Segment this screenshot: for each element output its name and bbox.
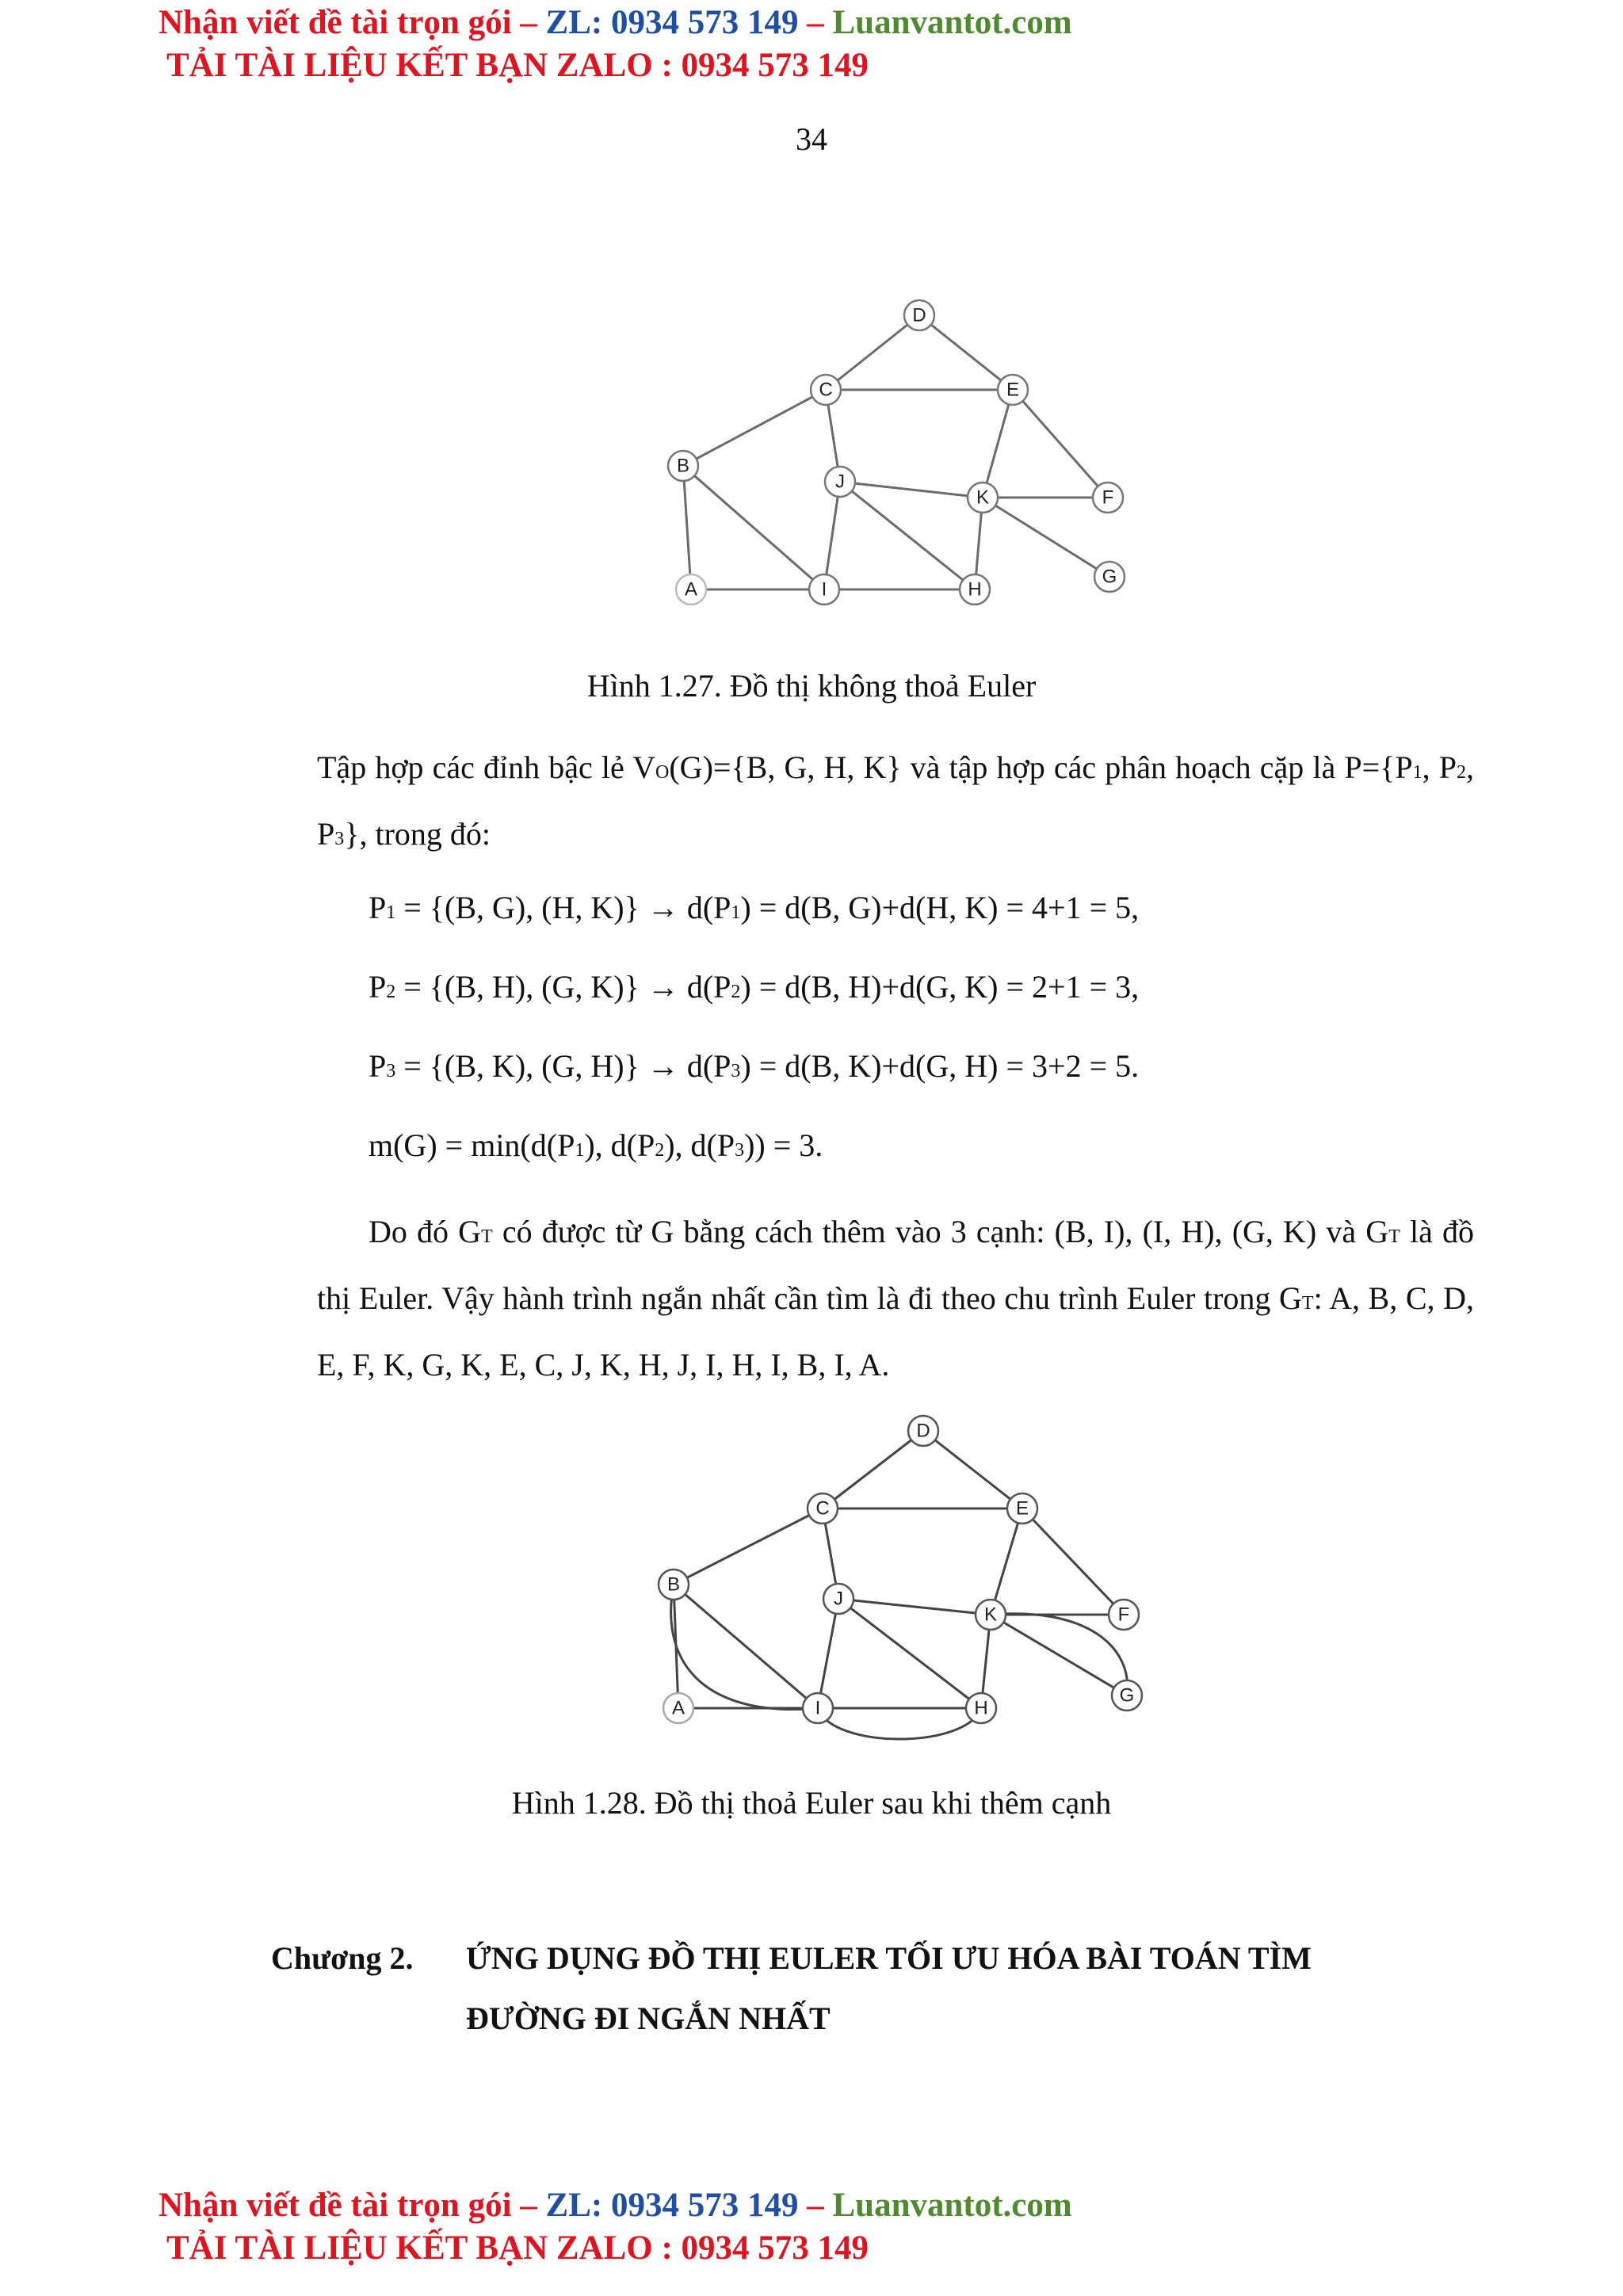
banner-service-text: Nhận viết đề tài trọn gói	[158, 4, 512, 41]
banner-zalo-number: ZL: 0934 573 149	[545, 2187, 799, 2224]
banner-service-text: Nhận viết đề tài trọn gói	[158, 2187, 512, 2224]
node-label: G	[1119, 1684, 1135, 1707]
figure-1-27-caption: Hình 1.27. Đồ thị không thoả Euler	[586, 668, 1037, 704]
node-label: A	[684, 578, 698, 601]
page-number: 34	[796, 121, 827, 157]
banner-line-2: TẢI TÀI LIỆU KẾT BẠN ZALO : 0934 573 149	[166, 2229, 869, 2267]
banner-line-1: Nhận viết đề tài trọn gói – ZL: 0934 573 149 – Luanvantot.com	[158, 2187, 1072, 2224]
node-label: C	[815, 1497, 830, 1520]
equation-p2: P2 = {(B, H), (G, K)} → d(P2) = d(B, H)+d(G, K) = 2+1 = 3,	[369, 969, 1140, 1005]
banner-line-1: Nhận viết đề tài trọn gói – ZL: 0934 573 149 – Luanvantot.com	[158, 4, 1072, 41]
banner-zalo-number: ZL: 0934 573 149	[545, 4, 799, 41]
node-label: F	[1102, 486, 1114, 509]
banner-website: Luanvantot.com	[832, 4, 1072, 41]
equation-p1: P1 = {(B, G), (H, K)} → d(P1) = d(B, G)+d(H, K) = 4+1 = 5,	[369, 890, 1140, 925]
node-label: K	[983, 1604, 998, 1626]
node-label: H	[968, 578, 982, 601]
node-label: D	[912, 304, 926, 326]
node-label: C	[819, 379, 833, 401]
node-label: J	[834, 1588, 843, 1610]
banner-line-2: TẢI TÀI LIỆU KẾT BẠN ZALO : 0934 573 149	[166, 47, 869, 84]
figure-1-28-caption: Hình 1.28. Đồ thị thoả Euler sau khi thêm cạnh	[511, 1785, 1112, 1821]
node-label: I	[815, 1697, 821, 1719]
node-label: B	[676, 455, 690, 477]
figure-1-27-graph	[650, 293, 1141, 618]
node-label: F	[1117, 1604, 1130, 1626]
banner-website: Luanvantot.com	[832, 2187, 1072, 2224]
node-label: D	[916, 1420, 930, 1442]
node-label: K	[976, 486, 990, 509]
node-label: E	[1015, 1497, 1029, 1520]
equation-min: m(G) = min(d(P1), d(P2), d(P3)) = 3.	[369, 1127, 823, 1163]
figure-1-28-graph	[642, 1409, 1149, 1757]
node-label: I	[821, 578, 827, 601]
paragraph-odd-vertices: Tập hợp các đỉnh bậc lẻ VO(G)={B, G, H, K} và tập hợp các phân hoạch cặp là P={P1, P2, P3}, trong đó:	[317, 749, 1474, 852]
equation-p3: P3 = {(B, K), (G, H)} → d(P3) = d(B, K)+d(G, H) = 3+2 = 5.	[369, 1048, 1140, 1084]
chapter-title-line-1: ỨNG DỤNG ĐỒ THỊ EULER TỐI ƯU HÓA BÀI TOÁN TÌM	[466, 1940, 1312, 1976]
paragraph-euler-route: Do đó GT có được từ G bằng cách thêm vào 3 cạnh: (B, I), (I, H), (G, K) và GT là đồ thị Euler. Vậy hành trình ngắn nhất cần tìm là đi theo chu trình Euler trong GT: A, B, C, D, E, F, K, G, K, E, C, J, K, H, J, I, H, I, B, I, A.	[317, 1214, 1475, 1383]
node-label: J	[835, 471, 845, 493]
chapter-title-line-2: ĐƯỜNG ĐI NGẮN NHẤT	[466, 2000, 831, 2036]
node-label: A	[671, 1697, 685, 1719]
node-label: E	[1006, 379, 1020, 401]
node-label: H	[974, 1697, 988, 1719]
node-label: G	[1102, 566, 1117, 588]
chapter-number: Chương 2.	[271, 1940, 414, 1976]
node-label: B	[666, 1573, 681, 1596]
